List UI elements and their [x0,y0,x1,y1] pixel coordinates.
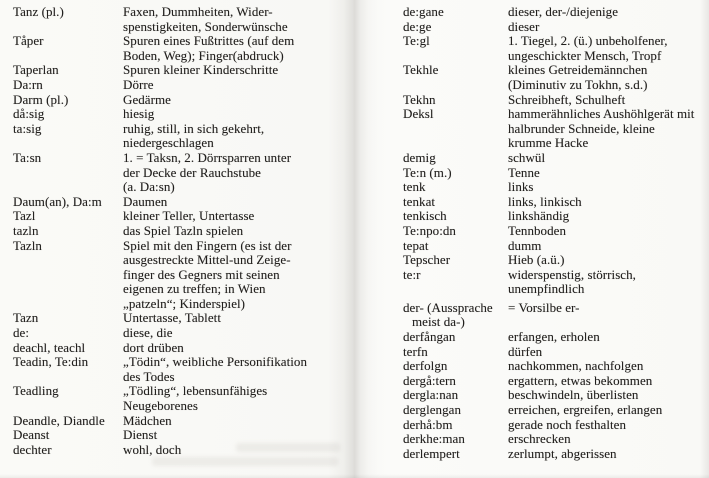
entry-term [13,63,123,78]
entry-term-line: Tekhn [403,91,436,107]
entry-definition-line: ausgestreckte Mittel-und Zeige- [123,252,291,268]
entry-term [403,330,508,345]
entry-definition-line: nachkommen, nachfolgen [508,358,644,374]
dictionary-entry [403,195,709,210]
entry-term-line: Te:npo:dn [403,222,456,238]
entry-term-line: dergla:nan [403,387,459,403]
entry-definition [123,341,348,356]
entry-term [13,122,123,137]
entry-term-line: Taperlan [13,62,59,78]
entry-definition-line: dort drüben [123,339,184,355]
entry-term [403,359,508,374]
entry-term [403,224,508,239]
entry-definition [123,34,348,63]
dictionary-entry [13,414,348,429]
dictionary-entry [403,359,709,374]
entry-definition [508,268,709,297]
entry-term-line: tenkisch [403,208,447,224]
entry-definition-line: niedergeschlagen [123,135,214,151]
entry-definition-line: Gedärme [123,91,171,107]
entry-term [403,268,508,283]
entry-definition-line: (Diminutiv zu Tokhn, s.d.) [508,76,648,92]
entry-term [403,5,508,20]
dictionary-entry [13,443,348,458]
entry-term-line: derfolgn [403,358,448,374]
entry-term-line: Tanz (pl.) [13,4,64,19]
entry-definition [123,209,348,224]
entry-term [403,447,508,462]
entry-definition [508,224,709,239]
entry-term [13,107,123,122]
entry-definition-line: erfangen, erholen [508,329,600,345]
entry-definition [508,418,709,433]
entry-definition [508,180,709,195]
entry-definition-line: Untertasse, Tablett [123,310,221,326]
dictionary-entry [403,209,709,224]
entry-definition-line: diese, die [123,325,173,341]
entry-definition [123,107,348,122]
entry-term [13,34,123,49]
dictionary-entries-right [403,5,709,461]
entry-term-line: Deksl [403,106,434,122]
entry-term-line: meist da-) [412,314,465,330]
dictionary-entry [13,326,348,341]
entry-definition [123,355,348,384]
entry-definition-line: 1. Tiegel, 2. (ü.) unbeholfener, [508,33,668,49]
entry-definition-line: Spuren kleiner Kinderschritte [123,62,279,78]
dictionary-entry [403,180,709,195]
entry-definition-line: finger des Gegners mit seinen [123,266,280,282]
entry-definition-line: krumme Hacke [508,135,589,151]
dictionary-entry [13,78,348,93]
entry-term [403,166,508,181]
dictionary-entry [13,122,348,151]
entry-term-line: då:sig [13,106,45,122]
dictionary-entry [13,428,348,443]
dictionary-entry [403,107,709,151]
entry-term [13,428,123,443]
dictionary-entry [403,20,709,35]
entry-term [403,34,508,49]
dictionary-entry [13,384,348,413]
dictionary-entry [13,209,348,224]
entry-definition-line: der Decke der Rauchstube [123,164,261,180]
entry-term-line: der- (Aussprache [403,299,493,315]
entry-definition [508,151,709,166]
entry-definition-line: das Spiel Tazln spielen [123,222,244,238]
entry-definition [508,403,709,418]
entry-term-line: dergå:tern [403,372,456,388]
entry-term-line: dechter [13,441,52,457]
entry-term-line: derlempert [403,445,460,461]
entry-definition-line: dieser [508,18,540,34]
entry-definition-line: dürfen [508,343,543,359]
entry-definition-line: schwül [508,149,546,165]
entry-term-line: Teadling [13,383,59,399]
entry-term-line: Teadin, Te:din [13,354,89,370]
entry-term-line: Da:rn [13,76,43,92]
entry-definition [123,5,348,34]
dictionary-entry [13,195,348,210]
entry-definition [508,432,709,447]
entry-definition [508,239,709,254]
dictionary-entry [403,224,709,239]
entry-term-line: de:gane [403,4,444,19]
entry-definition [508,195,709,210]
entry-definition-line: = Vorsilbe er- [508,299,580,315]
entry-definition-line: Dienst [123,427,158,443]
entry-definition-line: kleines Getreidemännchen [508,62,648,78]
entry-definition-line: hammerähnliches Aushöhlgerät mit [508,106,695,122]
entry-definition-line: Spiel mit den Fingern (es ist der [123,237,292,253]
entry-definition [508,388,709,403]
dictionary-entry [403,374,709,389]
entry-definition [508,93,709,108]
entry-definition [508,5,709,20]
entry-term [403,63,508,78]
entry-definition [508,359,709,374]
entry-term [13,326,123,341]
entry-term [13,209,123,224]
entry-term-line: Tekhle [403,62,439,78]
right-page [365,0,709,478]
entry-term [13,224,123,239]
entry-term-line: Tepscher [403,252,451,268]
entry-term-line: terfn [403,343,428,359]
entry-definition-line: ungeschickter Mensch, Tropf [508,47,662,63]
entry-definition-line: wohl, doch [123,441,182,457]
entry-term-line: tenk [403,179,426,195]
entry-definition [123,428,348,443]
entry-definition [123,239,348,312]
entry-term [13,384,123,399]
entry-definition-line: halbrunder Schneide, kleine [508,120,655,136]
entry-term [13,443,123,458]
entry-definition-line: Hieb (a.ü.) [508,252,565,268]
entry-term [13,195,123,210]
entry-definition [123,195,348,210]
dictionary-entry [403,34,709,63]
entry-definition [508,330,709,345]
entry-definition-line: beschwindeln, überlisten [508,387,639,403]
entry-definition [123,326,348,341]
entry-term [403,20,508,35]
entry-definition-line: zerlumpt, abgerissen [508,445,617,461]
left-page [0,0,348,478]
entry-term [403,432,508,447]
dictionary-entry [13,239,348,312]
dictionary-entry [403,93,709,108]
entry-definition [123,78,348,93]
entry-definition-line: „Tödling“, lebensunfähiges [123,383,268,399]
entry-definition [508,166,709,181]
entry-term [13,311,123,326]
entry-definition [123,93,348,108]
dictionary-entry [403,301,709,330]
dictionary-entry [13,63,348,78]
entry-term-line: derfångan [403,329,456,345]
entry-definition-line: Tenne [508,164,540,180]
entry-term [13,93,123,108]
entry-definition-line: ruhig, still, in sich gekehrt, [123,120,265,136]
entry-term-line: derhå:bm [403,416,453,432]
entry-term-line: Te:n (m.) [403,164,452,180]
entry-term-line: Tazn [13,310,39,326]
dictionary-entry [403,239,709,254]
dictionary-entry [403,330,709,345]
entry-definition [508,34,709,63]
entry-term-line: te:r [403,266,421,282]
entry-term-line: deachl, teachl [13,339,86,355]
entry-term [13,355,123,370]
entry-definition [123,414,348,429]
entry-definition [123,224,348,239]
entry-term-line: demig [403,149,436,165]
entry-term [403,374,508,389]
dictionary-entry [403,268,709,297]
entry-definition-line: Boden, Weg); Finger(abdruck) [123,47,284,63]
entry-term [403,345,508,360]
entry-term-line: derglengan [403,402,462,418]
entry-term-line: ta:sig [13,120,42,136]
entry-term-line: tazln [13,222,39,238]
entry-term [13,5,123,20]
entry-definition-line: unempfindlich [508,281,585,297]
entry-definition [123,311,348,326]
entry-term [403,209,508,224]
dictionary-entry [13,311,348,326]
entry-definition-line: hiesig [123,106,155,122]
entry-definition-line: eigenen zu treffen; in Wien [123,281,266,297]
entry-term [13,239,123,254]
entry-definition [123,443,348,458]
entry-definition [123,63,348,78]
dictionary-entry [403,5,709,20]
entry-definition-line: kleiner Teller, Untertasse [123,208,255,224]
entry-term-line: Tazln [13,237,42,253]
dictionary-entry [403,151,709,166]
entry-definition-line: Neugeborenes [123,398,198,414]
entry-term-line: Ta:sn [13,149,42,165]
entry-definition-line: Schreibheft, Schulheft [508,91,626,107]
entry-term [403,418,508,433]
entry-term [403,93,508,108]
entry-definition-line: Mädchen [123,412,172,428]
entry-definition-line: 1. = Taksn, 2. Dörrsparren unter [123,149,292,165]
entry-definition-line: dieser, der-/diejenige [508,4,619,19]
entry-definition-line: „patzeln“; Kinderspiel) [123,295,246,311]
entry-term-line: Darm (pl.) [13,91,69,107]
entry-definition [508,209,709,224]
entry-term-line: de: [13,325,30,341]
entry-definition [123,122,348,151]
entry-term [13,414,123,429]
entry-definition-line: Tennboden [508,222,567,238]
entry-term [403,195,508,210]
dictionary-entry [13,151,348,195]
dictionary-entry [403,432,709,447]
dictionary-entry [403,388,709,403]
entry-term-line: Tazl [13,208,36,224]
entry-definition-line: links [508,179,534,195]
entry-term-line: Tåper [13,33,44,49]
entry-term [403,301,508,330]
entry-definition [508,20,709,35]
entry-definition-line: erreichen, ergreifen, erlangen [508,402,663,418]
entry-definition [508,447,709,462]
dictionary-entry [403,447,709,462]
entry-term-line: Deanst [13,427,50,443]
entry-term [403,151,508,166]
entry-term [403,403,508,418]
entry-definition-line: des Todes [123,368,175,384]
dictionary-entry [13,224,348,239]
entry-term-line: Deandle, Diandle [13,412,105,428]
entry-definition [508,253,709,268]
entry-term [403,107,508,122]
entry-definition-line: linkshändig [508,208,570,224]
dictionary-entry [403,166,709,181]
entry-definition-line: Spuren eines Fußtrittes (auf dem [123,33,295,49]
dictionary-entry [13,341,348,356]
entry-definition-line: widerspenstig, störrisch, [508,266,636,282]
dictionary-entry [13,93,348,108]
dictionary-entry [403,403,709,418]
entry-definition-line: links, linkisch [508,193,582,209]
dictionary-entries-left [13,5,348,457]
entry-term [13,78,123,93]
entry-term-line: tenkat [403,193,436,209]
entry-term [403,239,508,254]
dictionary-entry [403,63,709,92]
entry-definition-line: Daumen [123,193,168,209]
dictionary-entry [403,253,709,268]
entry-definition-line: erschrecken [508,431,571,447]
entry-term [403,388,508,403]
entry-term [403,253,508,268]
entry-definition-line: „Tödin“, weibliche Personifikation [123,354,308,370]
dictionary-entry [403,418,709,433]
entry-definition [123,151,348,195]
entry-definition [508,301,709,316]
entry-definition-line: Faxen, Dummheiten, Wider- [123,4,273,19]
dictionary-entry [13,107,348,122]
entry-definition-line: ergattern, etwas bekommen [508,372,653,388]
entry-term [13,151,123,166]
dictionary-entry [13,5,348,34]
entry-term [13,341,123,356]
entry-definition [508,345,709,360]
entry-term [403,180,508,195]
dictionary-entry [403,345,709,360]
entry-definition [508,374,709,389]
entry-definition [508,107,709,151]
dictionary-entry [13,34,348,63]
entry-term-line: tepat [403,237,429,253]
entry-definition-line: gerade noch festhalten [508,416,627,432]
entry-term-line: de:ge [403,18,432,34]
entry-definition-line: Dörre [123,76,154,92]
entry-definition [123,384,348,413]
entry-definition-line: dumm [508,237,542,253]
entry-term-line: derkhe:man [403,431,465,447]
entry-term-line: Te:gl [403,33,430,49]
entry-term-line: Daum(an), Da:m [13,193,102,209]
dictionary-entry [13,355,348,384]
entry-definition [508,63,709,92]
entry-definition-line: spenstigkeiten, Sonderwünsche [123,18,288,34]
entry-definition-line: (a. Da:sn) [123,179,175,195]
